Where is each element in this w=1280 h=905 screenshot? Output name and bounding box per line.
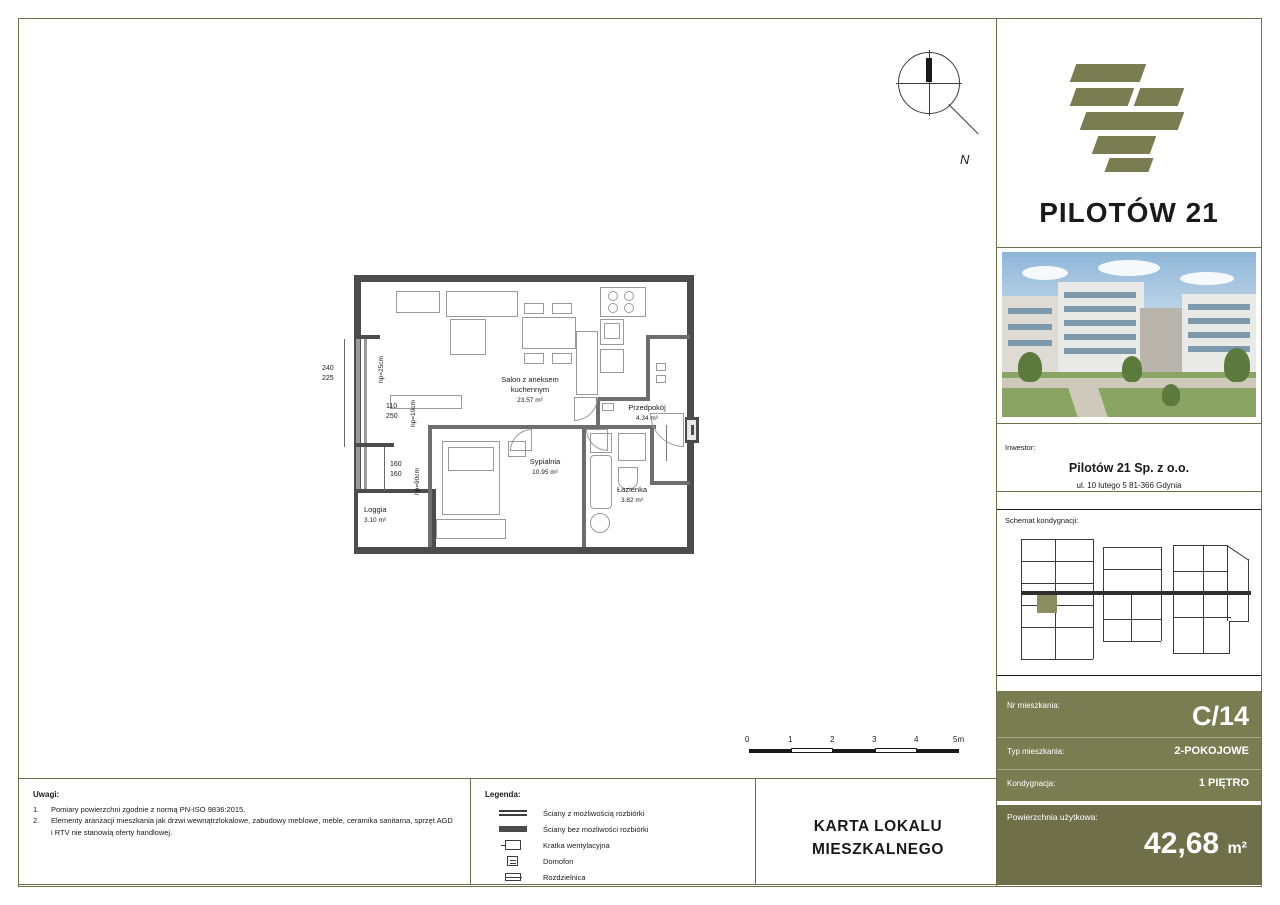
render-window-row [1064,334,1136,340]
panel-sep-5 [997,675,1261,676]
legend-title: Legenda: [485,790,521,799]
render-window-row [1008,340,1052,346]
render-window-row [1064,320,1136,326]
info-value-type: 2-POKOJOWE [1174,745,1249,757]
scale-seg-1 [749,749,791,753]
glazing-left-upper [356,339,360,443]
furniture-chair-4 [552,353,572,364]
furniture-chair-2 [552,303,572,314]
usable-area-block [997,805,1261,885]
cooktop-burner-2 [624,291,634,301]
panel-sep-2 [997,423,1261,424]
note-item [33,815,453,838]
render-tree [1122,356,1142,382]
dim-line-left-2 [384,447,385,491]
render-window-row [1064,306,1136,312]
wall-loggia-div [354,443,394,447]
cooktop-burner-3 [608,303,618,313]
room-label-bathroom [590,485,674,506]
legend-item [485,853,745,869]
legend-label: Ściany bez możliwości rozbiórki [543,824,649,834]
note-item [33,804,453,815]
render-window-row [1188,332,1250,338]
render-window-row [1188,318,1250,324]
room-name-bathroom: Łazienka [616,485,648,494]
investor-address: ul. 10 lutego 5 81-366 Gdynia [1076,481,1182,490]
brand-logo-icon [1073,64,1185,174]
room-name-bedroom: Sypialnia [529,457,561,466]
furniture-cabinet [396,291,440,313]
info-label-number: Nr mieszkania: [1007,701,1060,710]
notes-title: Uwagi: [33,790,60,799]
distribution-box-icon [485,870,543,884]
info-value-floor: 1 PIĘTRO [1198,777,1249,789]
info-label-floor: Kondygnacja: [1007,779,1056,788]
render-building-mid [1140,308,1186,378]
brand-name: PILOTÓW 21 [1039,197,1219,228]
furniture-bed-pillow [448,447,494,471]
room-name-living-2: kuchennym [510,385,550,395]
fixture-shower [618,433,646,461]
note-text: Elementy aranżacji mieszkania jak drzwi wewnątrzlokalowe, zabudowy meblowe, meble, ceramika sanitarna, sprzęt AGD i RTV nie stanowią oferty handlowej. [51,816,453,837]
investor-block [997,439,1261,511]
notes-block [33,790,453,838]
room-name-hall: Przedpokój [628,403,666,412]
compass-rose [892,48,982,167]
legend-item [485,805,745,821]
info-sep-2 [997,769,1261,770]
render-cloud [1022,266,1068,280]
scale-tick-5: 5m [953,735,965,744]
room-label-hall [602,403,692,424]
scale-tick-3: 3 [872,735,877,744]
furniture-nightstand [508,441,526,457]
scale-seg-5 [917,749,959,753]
usable-area-value: 42,68 [1144,827,1220,860]
compass-diagonal [949,104,979,134]
info-sep-1 [997,737,1261,738]
render-cloud [1098,260,1160,276]
investor-label: Inwestor: [1005,443,1036,452]
intercom-icon [656,375,666,383]
furniture-wardrobe [436,519,506,539]
compass-needle-icon [926,58,932,82]
legend-item [485,837,745,853]
render-window-row [1064,292,1136,298]
room-label-bedroom [500,457,590,478]
room-label-living [470,375,590,406]
cooktop-burner-4 [624,303,634,313]
room-area-hall: 4.34 m² [635,415,659,423]
usable-area-label: Powierzchnia użytkowa: [1007,812,1098,822]
render-tree [1224,348,1250,382]
distribution-box-icon [656,363,666,371]
vent-grille-icon [485,838,543,852]
scale-tick-4: 4 [914,735,919,744]
legend-block [485,790,745,885]
wall-partition-left [428,425,432,547]
glazing-left-lower-inner [364,447,367,489]
intercom-icon [485,854,543,868]
fixture-washbasin [590,433,612,453]
legend-item [485,869,745,885]
wall-bath-right [650,425,654,485]
furniture-fridge [600,349,624,373]
furniture-chair-1 [524,303,544,314]
dim-line-left [344,339,345,447]
legend-label: Ściany z możliwością rozbiórki [543,808,645,818]
scale-tick-1: 1 [788,735,793,744]
footer-divider-1 [470,778,471,885]
legend-label: Rozdzielnica [543,872,586,882]
highlighted-unit [1037,595,1057,613]
scale-seg-2 [791,748,833,753]
scale-seg-3 [833,749,875,753]
dim-hp-25: hp=25cm [378,356,385,383]
render-window-row [1064,348,1136,354]
glazing-left-upper-inner [364,339,367,443]
furniture-dining-table [522,317,576,349]
floor-plan [322,275,700,560]
furniture-armchair [450,319,486,355]
dim-left-low-b: 160 [390,471,402,478]
scale-tick-0: 0 [745,735,750,744]
info-value-number: C/14 [1191,701,1249,731]
room-area-bathroom: 3.82 m² [620,497,644,505]
entry-door-arrow [691,425,694,435]
dim-left-mid-b: 250 [386,413,398,420]
panel-sep-1 [997,247,1261,248]
footer-divider-2 [755,778,756,885]
brand-block [997,19,1261,246]
dim-left-top-a: 240 [322,365,334,372]
wall-kitchen-right [646,335,650,401]
compass-axis-horizontal [896,83,962,84]
sink-basin [604,323,620,339]
usable-area-value-wrap [1144,827,1247,861]
card-title [760,795,996,881]
fixture-washer [590,513,610,533]
footer-divider-top [18,778,996,779]
panel-sep-4 [997,509,1261,510]
wall-hall-top [596,397,646,401]
legend-label: Kratka wentylacyjna [543,840,610,850]
floor-scheme-diagram [1007,531,1251,666]
building-render-image [1002,252,1256,417]
note-text: Pomiary powierzchni zgodnie z normą PN-ISO 9836:2015. [51,805,246,814]
card-title-line-2: MIESZKALNEGO [811,841,945,858]
furniture-chair-3 [524,353,544,364]
note-number: 1. [33,805,40,814]
solid-bar-icon [485,822,543,836]
wall-partition-living-bed [428,425,588,429]
dim-hp-10: hp=10cm [410,400,417,427]
cooktop-burner-1 [608,291,618,301]
room-label-loggia [364,505,428,526]
dim-hp-90: hp=90cm [414,468,421,495]
investor-name: Pilotów 21 Sp. z o.o. [1068,461,1190,475]
render-tree [1018,352,1042,382]
room-area-living: 23.57 m² [517,397,543,405]
wall-exterior-bottom [354,547,694,554]
double-line-icon [485,806,543,820]
legend-label: Domofon [543,856,574,866]
wall-kitchen-top [646,335,690,339]
scale-tick-2: 2 [830,735,835,744]
render-tree [1162,384,1180,406]
compass-north-label: N [960,152,970,167]
note-number: 2. [33,816,40,826]
dim-left-mid-a: 110 [386,403,398,410]
right-panel [997,19,1261,886]
render-window-row [1008,324,1052,330]
info-label-type: Typ mieszkania: [1007,747,1065,756]
render-window-row [1008,308,1052,314]
dim-left-top-b: 225 [322,375,334,382]
glazing-left-lower [356,447,360,489]
floor-scheme-label: Schemat kondygnacji: [1005,516,1079,525]
room-name-loggia: Loggia [364,505,387,514]
unit-info-block [997,691,1261,801]
render-window-row [1188,304,1250,310]
scale-seg-4 [875,748,917,753]
wall-partition-bath-left [582,425,586,547]
wall-exterior-top [354,275,694,282]
room-name-living: Salon z aneksem [501,375,559,384]
room-area-loggia: 3.10 m² [364,517,387,525]
dim-left-low-a: 160 [390,461,402,468]
render-cloud [1180,272,1234,285]
room-area-bedroom: 10.95 m² [532,469,558,477]
scale-bar [745,735,975,765]
legend-item [485,821,745,837]
furniture-shoe-cabinet [390,395,462,409]
furniture-kitchen-counter [600,287,646,317]
furniture-sofa [446,291,518,317]
panel-sep-3 [997,491,1261,492]
card-title-line-1: KARTA LOKALU [813,817,943,835]
usable-area-unit: m² [1227,840,1247,857]
